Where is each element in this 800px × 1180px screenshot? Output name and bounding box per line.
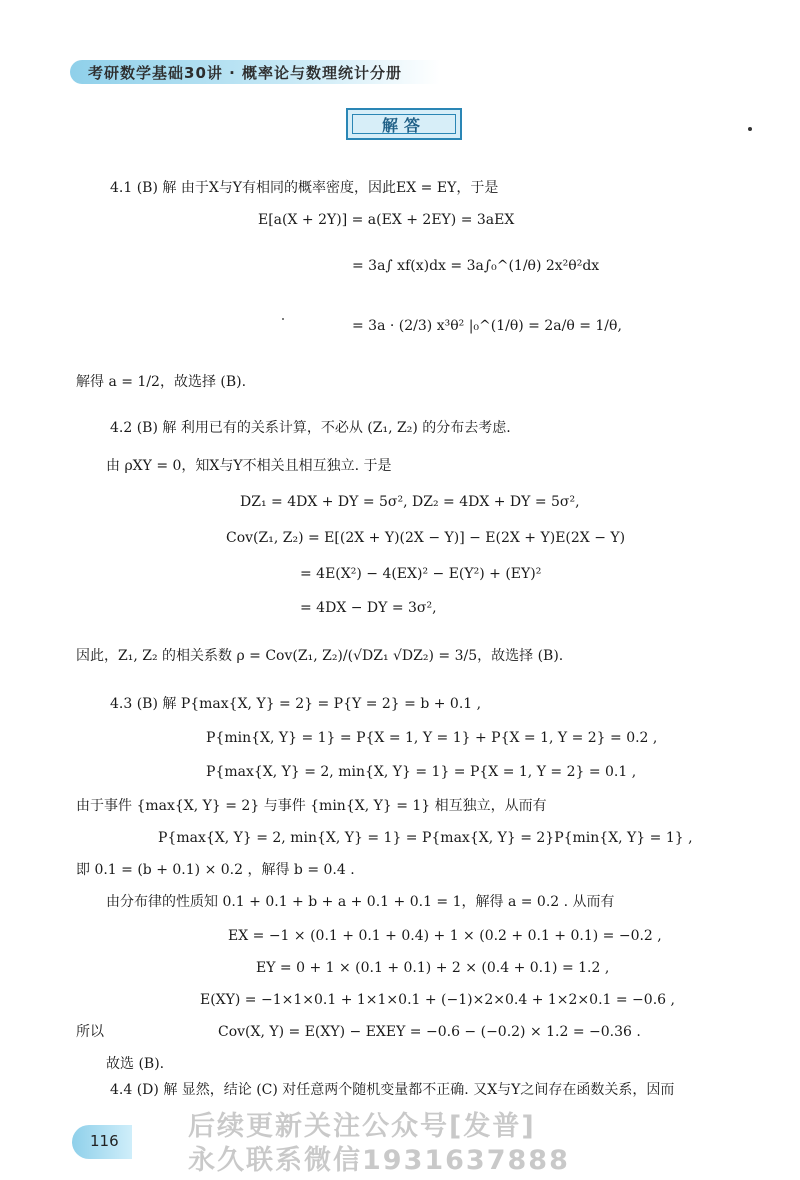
problem-4-3-intro: 4.3 (B) 解 P{max{X, Y} = 2} = P{Y = 2} = b + 0.1 ,	[110, 696, 482, 712]
problem-4-2-intro: 4.2 (B) 解 利用已有的关系计算，不必从 (Z₁, Z₂) 的分布去考虑.	[110, 420, 511, 436]
equation-line: = 3a · (2/3) x³θ² |₀^(1/θ) = 2a/θ = 1/θ,	[352, 318, 622, 334]
equation-line: Cov(Z₁, Z₂) = E[(2X + Y)(2X − Y)] − E(2X + Y)E(2X − Y)	[226, 530, 626, 546]
text-line: 故选 (B).	[106, 1056, 165, 1072]
section-heading: 解答	[352, 114, 456, 134]
page-number: 116	[90, 1132, 119, 1150]
text-line: 即 0.1 = (b + 0.1) × 0.2 ，解得 b = 0.4 .	[76, 862, 355, 878]
book-title: 考研数学基础30讲 · 概率论与数理统计分册	[88, 64, 403, 82]
text-line: 由分布律的性质知 0.1 + 0.1 + b + a + 0.1 + 0.1 = 1，解得 a = 0.2 . 从而有	[106, 894, 615, 910]
equation-line: EX = −1 × (0.1 + 0.1 + 0.4) + 1 × (0.2 + 0.1 + 0.1) = −0.2 ,	[228, 928, 662, 944]
ink-dot	[748, 127, 752, 131]
text-line: 由 ρXY = 0，知X与Y不相关且相互独立. 于是	[106, 458, 392, 474]
equation-line: = 4DX − DY = 3σ²,	[300, 600, 437, 616]
equation-line: = 3a∫ xf(x)dx = 3a∫₀^(1/θ) 2x²θ²dx	[352, 258, 600, 274]
problem-4-4-intro: 4.4 (D) 解 显然，结论 (C) 对任意两个随机变量都不正确. 又X与Y之间存在函数关系，因而	[110, 1082, 675, 1098]
problem-4-1-intro: 4.1 (B) 解 由于X与Y有相同的概率密度，因此EX = EY，于是	[110, 180, 499, 196]
conclusion-line: 因此，Z₁, Z₂ 的相关系数 ρ = Cov(Z₁, Z₂)/(√DZ₁ √DZ₂) = 3/5，故选择 (B).	[76, 648, 564, 664]
text-line: 由于事件 {max{X, Y} = 2} 与事件 {min{X, Y} = 1} 相互独立，从而有	[76, 798, 547, 814]
watermark-line-2: 永久联系微信1931637888	[188, 1145, 570, 1176]
equation-line: DZ₁ = 4DX + DY = 5σ², DZ₂ = 4DX + DY = 5σ²,	[240, 494, 580, 510]
equation-line: Cov(X, Y) = E(XY) − EXEY = −0.6 − (−0.2) × 1.2 = −0.36 .	[218, 1024, 641, 1040]
equation-line: E[a(X + 2Y)] = a(EX + 2EY) = 3aEX	[258, 212, 515, 228]
equation-line: = 4E(X²) − 4(EX)² − E(Y²) + (EY)²	[300, 566, 542, 582]
equation-line: EY = 0 + 1 × (0.1 + 0.1) + 2 × (0.4 + 0.1) = 1.2 ,	[256, 960, 610, 976]
conclusion-line: 解得 a = 1/2，故选择 (B).	[76, 374, 247, 390]
text-label: 所以	[76, 1024, 104, 1040]
equation-line: E(XY) = −1×1×0.1 + 1×1×0.1 + (−1)×2×0.4 + 1×2×0.1 = −0.6 ,	[200, 992, 675, 1008]
equation-line: P{min{X, Y} = 1} = P{X = 1, Y = 1} + P{X = 1, Y = 2} = 0.2 ,	[206, 730, 658, 746]
ink-dot	[282, 318, 284, 320]
equation-line: P{max{X, Y} = 2, min{X, Y} = 1} = P{max{X, Y} = 2}P{min{X, Y} = 1} ,	[158, 830, 693, 846]
watermark-line-1: 后续更新关注公众号[发普]	[188, 1111, 536, 1142]
equation-line: P{max{X, Y} = 2, min{X, Y} = 1} = P{X = 1, Y = 2} = 0.1 ,	[206, 764, 637, 780]
section-heading-box	[346, 108, 462, 140]
